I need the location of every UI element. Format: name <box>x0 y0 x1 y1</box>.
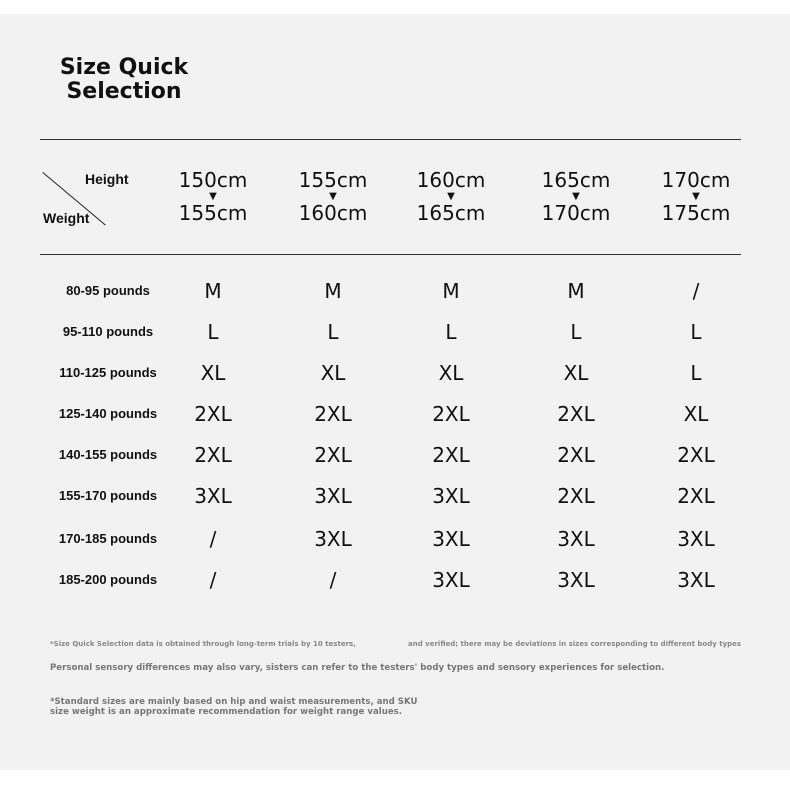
size-cell: / <box>692 279 700 303</box>
size-cell: 2XL <box>677 443 715 467</box>
weight-row-label: 80-95 pounds <box>66 283 150 298</box>
height-to: 170cm <box>541 201 611 225</box>
note-sensory: Personal sensory differences may also vary, sisters can refer to the testers' body types and sensory experiences for selection. <box>50 663 665 673</box>
weight-axis-label: Weight <box>43 210 90 226</box>
height-from: 165cm <box>541 168 611 192</box>
weight-row-label: 95-110 pounds <box>62 324 154 339</box>
size-cell: 2XL <box>557 484 595 508</box>
top-divider <box>40 139 741 140</box>
size-cell: 2XL <box>677 484 715 508</box>
weight-row-label: 125-140 pounds <box>58 406 158 421</box>
height-to: 160cm <box>298 201 368 225</box>
size-cell: 2XL <box>432 402 470 426</box>
height-column-header <box>641 170 751 223</box>
size-cell: 3XL <box>557 527 595 551</box>
size-cell: XL <box>200 361 226 385</box>
size-cell: 3XL <box>432 568 470 592</box>
down-arrow-icon: ▼ <box>447 191 455 202</box>
size-cell: 3XL <box>677 527 715 551</box>
size-cell: L <box>690 320 702 344</box>
down-arrow-icon: ▼ <box>692 191 700 202</box>
height-column-header <box>158 170 268 223</box>
size-cell: 2XL <box>194 402 232 426</box>
note-standard-sizes-line-2: size weight is an approximate recommendation for weight range values. <box>50 707 403 717</box>
size-cell: 3XL <box>314 484 352 508</box>
height-from: 150cm <box>178 168 248 192</box>
size-cell: M <box>567 279 585 303</box>
size-cell: XL <box>438 361 464 385</box>
size-cell: L <box>207 320 219 344</box>
height-axis-label: Height <box>85 171 129 187</box>
weight-row-label: 155-170 pounds <box>58 488 158 503</box>
size-cell: 2XL <box>557 402 595 426</box>
height-from: 155cm <box>298 168 368 192</box>
weight-row-label: 185-200 pounds <box>58 572 158 587</box>
size-cell: M <box>442 279 460 303</box>
note-testers-part1: *Size Quick Selection data is obtained through long-term trials by 10 testers, <box>50 640 356 648</box>
size-cell: / <box>329 568 337 592</box>
down-arrow-icon: ▼ <box>572 191 580 202</box>
header-divider <box>40 254 741 255</box>
size-cell: 3XL <box>677 568 715 592</box>
size-cell: 2XL <box>557 443 595 467</box>
weight-row-label: 140-155 pounds <box>58 447 158 462</box>
weight-row-label: 110-125 pounds <box>59 365 157 380</box>
size-cell: 3XL <box>432 484 470 508</box>
size-chart-panel <box>0 14 790 770</box>
weight-row-label: 170-185 pounds <box>58 531 158 546</box>
height-from: 160cm <box>416 168 486 192</box>
title-line-1: Size Quick <box>59 55 189 80</box>
down-arrow-icon: ▼ <box>209 191 217 202</box>
size-cell: L <box>445 320 457 344</box>
down-arrow-icon: ▼ <box>329 191 337 202</box>
size-cell: 2XL <box>432 443 470 467</box>
note-standard-sizes <box>50 697 417 717</box>
height-from: 170cm <box>661 168 731 192</box>
height-to: 155cm <box>178 201 248 225</box>
height-column-header <box>278 170 388 223</box>
size-cell: XL <box>563 361 589 385</box>
size-cell: M <box>204 279 222 303</box>
size-cell: / <box>209 568 217 592</box>
size-cell: 2XL <box>314 443 352 467</box>
height-to: 175cm <box>661 201 731 225</box>
size-cell: 2XL <box>314 402 352 426</box>
height-column-header <box>396 170 506 223</box>
note-testers-part2: and verified; there may be deviations in sizes corresponding to different body types <box>408 640 742 648</box>
size-cell: 3XL <box>557 568 595 592</box>
size-cell: / <box>209 527 217 551</box>
size-cell: 3XL <box>314 527 352 551</box>
size-cell: L <box>570 320 582 344</box>
size-cell: XL <box>320 361 346 385</box>
note-standard-sizes-line-1: *Standard sizes are mainly based on hip and waist measurements, and SKU <box>50 697 418 707</box>
size-cell: 3XL <box>432 527 470 551</box>
page-title <box>44 56 204 104</box>
size-cell: M <box>324 279 342 303</box>
height-to: 165cm <box>416 201 486 225</box>
size-cell: 3XL <box>194 484 232 508</box>
title-line-2: Selection <box>66 79 182 104</box>
height-column-header <box>521 170 631 223</box>
size-cell: L <box>690 361 702 385</box>
size-cell: 2XL <box>194 443 232 467</box>
size-cell: XL <box>683 402 709 426</box>
size-cell: L <box>327 320 339 344</box>
